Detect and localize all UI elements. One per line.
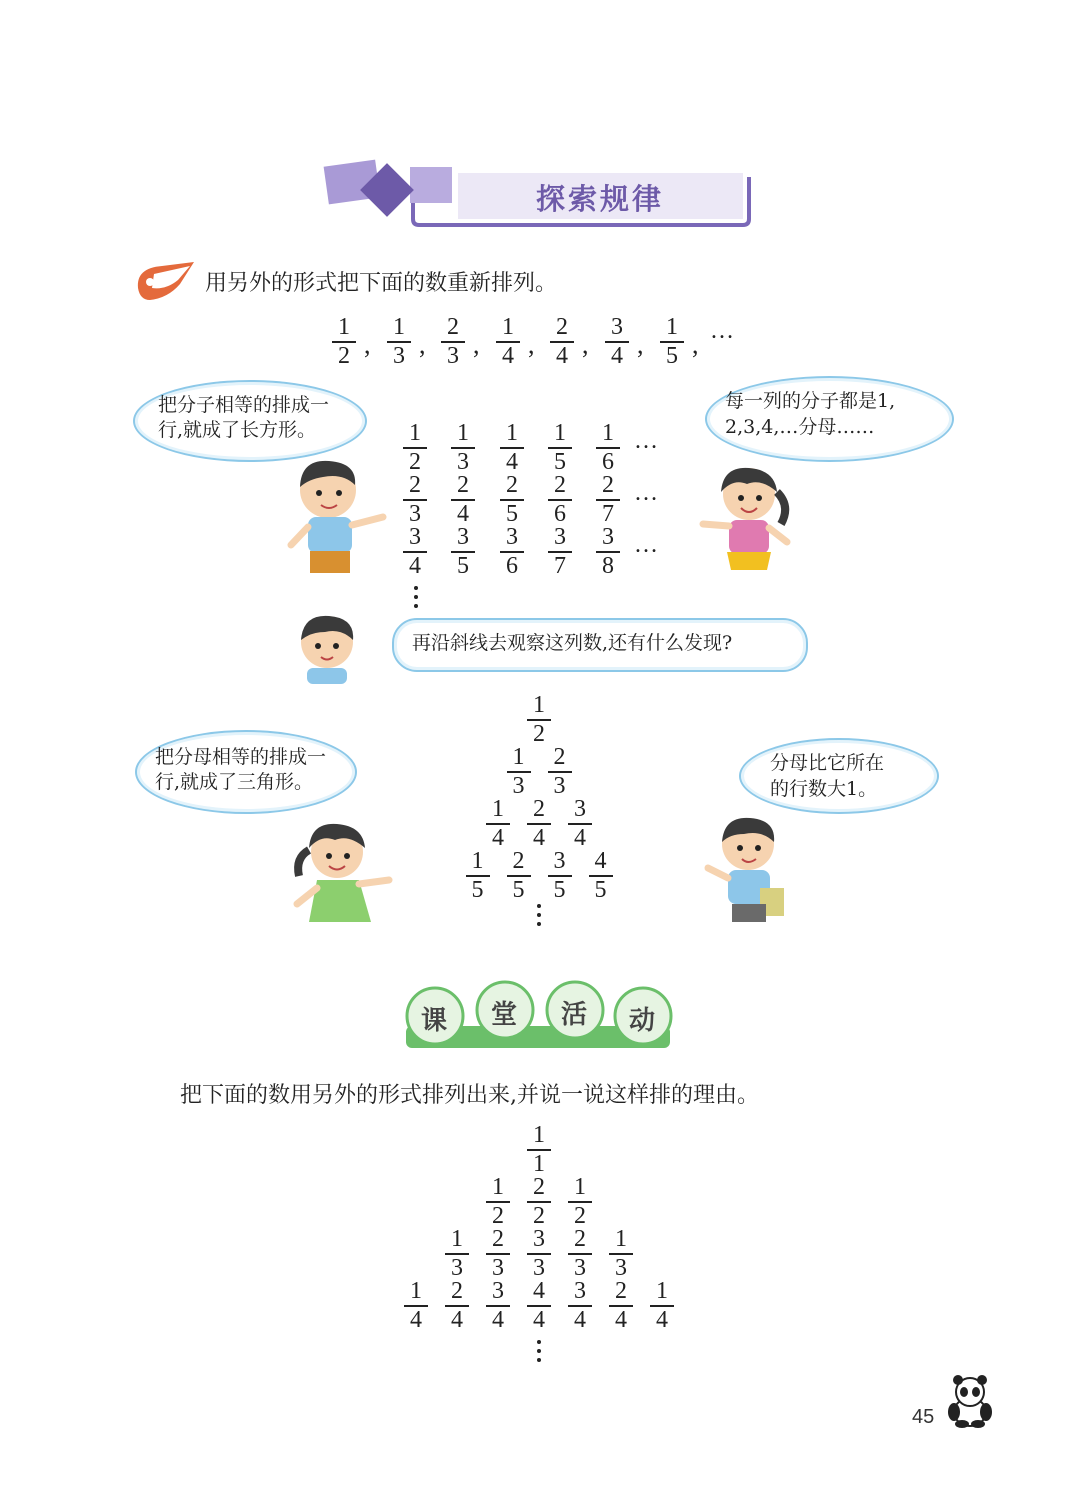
comma: , [364,330,371,359]
denominator: 6 [602,449,614,475]
boy-head-icon [297,612,357,690]
denominator: 5 [506,501,518,527]
fraction [591,420,625,476]
numerator: 1 [656,1278,668,1304]
fraction [543,420,577,476]
denominator: 8 [602,553,614,579]
denominator: 4 [533,825,545,851]
bubble-right-2-line1: 分母比它所在 [770,752,885,774]
denominator: 3 [447,343,459,369]
denominator: 4 [506,449,518,475]
fraction [522,1174,556,1230]
numerator: 1 [533,1122,545,1148]
fraction [495,472,529,528]
denominator: 4 [574,1307,586,1333]
denominator: 5 [554,449,566,475]
fraction [522,692,556,748]
fraction [436,314,470,370]
denominator: 4 [410,1307,422,1333]
fraction [584,848,618,904]
comma: , [528,330,535,359]
denominator: 5 [666,343,678,369]
comma: , [692,330,699,359]
fraction [591,524,625,580]
fraction [600,314,634,370]
fraction [543,848,577,904]
denominator: 2 [533,1203,545,1229]
denominator: 2 [533,721,545,747]
fraction [446,472,480,528]
numerator: 3 [553,848,566,874]
fraction [545,314,579,370]
denominator: 6 [506,553,518,579]
page-number: 45 [912,1406,935,1428]
numerator: 2 [533,1174,545,1200]
fraction [604,1278,638,1334]
denominator: 4 [451,1307,463,1333]
denominator: 5 [512,877,525,903]
numerator: 3 [574,796,586,822]
fraction [543,524,577,580]
numerator: 2 [533,796,545,822]
numerator: 2 [506,472,518,498]
fraction [502,744,536,800]
numerator: 3 [611,314,623,340]
section-header [318,155,758,235]
numerator: 3 [574,1278,586,1304]
pencil-icon [132,258,198,308]
activity-text: 把下面的数用另外的形式排列出来,并说一说这样排的理由。 [180,1083,759,1108]
fraction [495,420,529,476]
bubble-right-1-line1: 每一列的分子都是1, [725,390,896,412]
activity-char-3: 活 [561,1000,588,1030]
rect-row2-ellipsis: … [634,480,659,506]
denominator: 2 [574,1203,586,1229]
denominator: 4 [574,825,586,851]
fraction [563,1226,597,1282]
fraction [495,524,529,580]
fraction [461,848,495,904]
denominator: 4 [615,1307,627,1333]
fraction [491,314,525,370]
girl-figure [697,462,797,581]
fraction [522,796,556,852]
fraction [543,744,577,800]
comma: , [473,330,480,359]
numerator: 3 [533,1226,545,1252]
denominator: 4 [492,825,504,851]
numerator: 1 [393,314,405,340]
denominator: 7 [554,553,566,579]
denominator: 4 [457,501,469,527]
denominator: 5 [553,877,566,903]
numerator: 1 [502,314,514,340]
numerator: 1 [512,744,525,770]
rect-row3-ellipsis: … [634,532,659,558]
denominator: 3 [492,1255,504,1281]
fraction [563,796,597,852]
fraction [604,1226,638,1282]
numerator: 3 [602,524,614,550]
numerator: 4 [533,1278,545,1304]
fraction [440,1226,474,1282]
denominator: 3 [457,449,469,475]
rect-row1-ellipsis: … [634,428,659,454]
numerator: 2 [553,744,566,770]
numerator: 1 [451,1226,463,1252]
numerator: 3 [409,524,421,550]
fraction [481,796,515,852]
numerator: 4 [594,848,607,874]
bubble-left-1-line1: 把分子相等的排成一 [158,394,330,416]
fraction [446,524,480,580]
denominator: 3 [574,1255,586,1281]
numerator: 2 [556,314,568,340]
fraction [655,314,689,370]
fraction [563,1278,597,1334]
fraction [382,314,416,370]
denominator: 4 [492,1307,504,1333]
denominator: 4 [611,343,623,369]
numerator: 1 [409,420,421,446]
denominator: 6 [554,501,566,527]
denominator: 4 [502,343,514,369]
fraction [398,524,432,580]
boy-figure-2 [702,812,792,928]
numerator: 3 [492,1278,504,1304]
fraction [591,472,625,528]
numerator: 1 [457,420,469,446]
denominator: 3 [393,343,405,369]
bubble-left-1-line2: 行,就成了长方形。 [158,419,317,441]
numerator: 1 [492,1174,504,1200]
denominator: 5 [594,877,607,903]
denominator: 3 [451,1255,463,1281]
numerator: 1 [410,1278,422,1304]
denominator: 3 [512,773,525,799]
denominator: 3 [533,1255,545,1281]
activity-char-2: 堂 [491,1000,518,1030]
fraction [327,314,361,370]
fraction [481,1174,515,1230]
numerator: 3 [457,524,469,550]
numerator: 2 [554,472,566,498]
denominator: 3 [615,1255,627,1281]
denominator: 2 [338,343,350,369]
fraction [522,1122,556,1178]
bubble-right-1-line2: 2,3,4,…分母…… [725,416,875,438]
numerator: 2 [409,472,421,498]
panda-icon [944,1372,996,1432]
numerator: 2 [512,848,525,874]
denominator: 4 [533,1307,545,1333]
fraction [645,1278,679,1334]
denominator: 3 [553,773,566,799]
denominator: 4 [656,1307,668,1333]
denominator: 1 [533,1151,545,1177]
fraction [446,420,480,476]
numerator: 1 [574,1174,586,1200]
activity-char-1: 课 [421,1006,448,1036]
numerator: 1 [471,848,484,874]
fraction [399,1278,433,1334]
comma: , [637,330,644,359]
bubble-left-2-line2: 行,就成了三角形。 [155,771,314,793]
activity-vertical-ellipsis [536,1340,542,1367]
numerator: 1 [602,420,614,446]
fraction [398,472,432,528]
numerator: 3 [554,524,566,550]
numerator: 2 [574,1226,586,1252]
activity-header [402,976,674,1054]
numerator: 2 [447,314,459,340]
numerator: 2 [492,1226,504,1252]
fraction [440,1278,474,1334]
comma: , [582,330,589,359]
numerator: 1 [338,314,350,340]
numerator: 1 [554,420,566,446]
rect-vertical-ellipsis [413,586,419,613]
numerator: 3 [506,524,518,550]
bubble-right-2-line2: 的行数大1。 [770,778,878,800]
fraction [522,1226,556,1282]
fraction [398,420,432,476]
bubble-left-2-line1: 把分母相等的排成一 [155,746,327,768]
fraction [502,848,536,904]
comma: , [419,330,426,359]
fraction [481,1278,515,1334]
boy-figure [283,455,393,584]
numerator: 1 [615,1226,627,1252]
denominator: 2 [492,1203,504,1229]
sequence-ellipsis: … [710,318,735,344]
denominator: 7 [602,501,614,527]
denominator: 3 [409,501,421,527]
denominator: 2 [409,449,421,475]
denominator: 5 [457,553,469,579]
numerator: 2 [457,472,469,498]
fraction [563,1174,597,1230]
intro-text: 用另外的形式把下面的数重新排列。 [205,271,558,296]
section-title: 探索规律 [536,182,665,216]
denominator: 5 [471,877,484,903]
numerator: 1 [666,314,678,340]
denominator: 4 [409,553,421,579]
numerator: 1 [492,796,504,822]
numerator: 2 [602,472,614,498]
numerator: 1 [506,420,518,446]
fraction [522,1278,556,1334]
fraction [543,472,577,528]
triangle-vertical-ellipsis [536,904,542,931]
denominator: 4 [556,343,568,369]
activity-char-4: 动 [629,1006,656,1036]
numerator: 2 [615,1278,627,1304]
numerator: 1 [533,692,545,718]
fraction [481,1226,515,1282]
numerator: 2 [451,1278,463,1304]
girl-figure-2 [285,818,395,932]
bubble-middle-text: 再沿斜线去观察这列数,还有什么发现? [412,632,733,654]
